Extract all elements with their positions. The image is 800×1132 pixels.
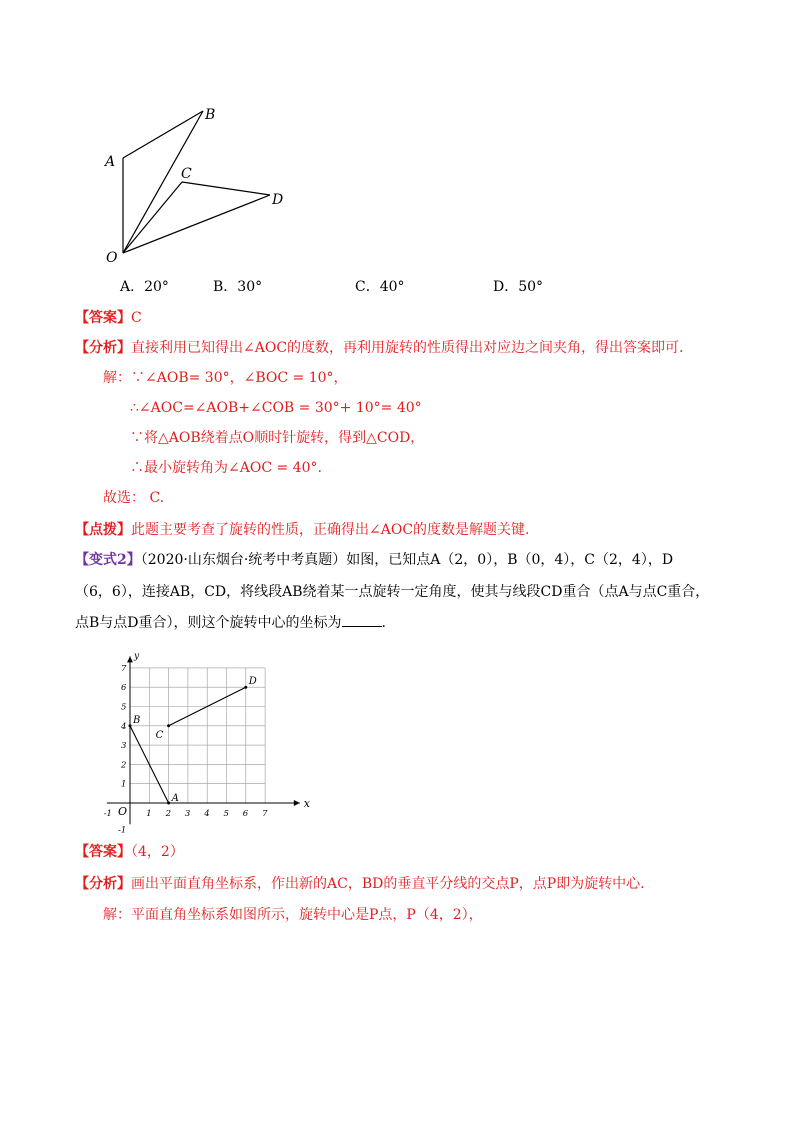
solution-2-line-1: 解：平面直角坐标系如图所示，旋转中心是P点，P（4，2）， bbox=[103, 907, 483, 923]
label-O: O bbox=[106, 250, 118, 266]
variant-text-3-end: . bbox=[381, 615, 386, 631]
analysis-2-text: 画出平面直角坐标系，作出新的AC，BD的垂直平分线的交点P，点P即为旋转中心. bbox=[131, 876, 645, 892]
analysis-2 bbox=[75, 874, 645, 894]
x-tick-label: 3 bbox=[184, 809, 191, 819]
analysis-tag: 【分析】 bbox=[75, 340, 131, 356]
analysis-text: 直接利用已知得出∠AOC的度数，再利用旋转的性质得出对应边之间夹角，得出答案即可. bbox=[131, 340, 684, 356]
point-B bbox=[129, 724, 132, 727]
point-A bbox=[167, 802, 170, 805]
origin-label: O bbox=[118, 805, 128, 818]
rotation-figure bbox=[95, 100, 305, 270]
solution-line-2: ∴∠AOC=∠AOB+∠COB = 30°+ 10°= 40° bbox=[130, 400, 422, 416]
point-label-B: B bbox=[133, 714, 141, 726]
choice-a: A．20° bbox=[120, 279, 169, 295]
variant-2-line-3 bbox=[75, 612, 386, 633]
segment-OD bbox=[123, 195, 270, 253]
choice-c: C．40° bbox=[355, 279, 405, 295]
x-tick-label: 1 bbox=[146, 809, 152, 819]
y-tick-label: 2 bbox=[121, 760, 127, 771]
label-A: A bbox=[105, 154, 116, 170]
analysis-1 bbox=[75, 338, 683, 358]
x-tick-label: 4 bbox=[204, 809, 210, 819]
variant-2-line-1 bbox=[75, 550, 673, 570]
y-tick-label: 4 bbox=[121, 721, 127, 732]
x-axis-label: x bbox=[303, 797, 310, 810]
solution-line-1: 解：∵∠AOB= 30°，∠BOC = 10°， bbox=[103, 370, 348, 386]
answer-value: C bbox=[131, 310, 142, 326]
point-label-D: D bbox=[248, 676, 257, 688]
answer-tag: 答案 bbox=[89, 310, 117, 326]
point-D bbox=[244, 686, 247, 689]
label-B: B bbox=[205, 107, 216, 123]
point-label-C: C bbox=[155, 729, 164, 741]
tip-text: 此题主要考查了旋转的性质，正确得出∠AOC的度数是解题关键. bbox=[131, 522, 530, 538]
y-tick-label: -1 bbox=[118, 825, 127, 836]
choice-b: B．30° bbox=[213, 279, 263, 295]
variant-2-line-2: （6，6），连接AB，CD，将线段AB绕着某一点旋转一定角度，使其与线段CD重合（点A与点C重合， bbox=[75, 584, 710, 600]
answer-blank bbox=[342, 612, 382, 627]
answer-tag-close: 】 bbox=[117, 310, 131, 326]
x-tick-label: 7 bbox=[262, 809, 268, 819]
choice-d: D．50° bbox=[493, 279, 544, 295]
analysis-2-tag: 【分析】 bbox=[75, 876, 131, 892]
solution-line-4: ∴最小旋转角为∠AOC = 40°. bbox=[130, 460, 322, 476]
answer-tag-open: 【 bbox=[75, 310, 89, 326]
y-tick-label: 6 bbox=[121, 683, 127, 694]
x-axis-arrow bbox=[294, 800, 300, 806]
y-axis-label: y bbox=[134, 651, 140, 662]
segment-OC bbox=[123, 182, 182, 253]
answer-2 bbox=[75, 842, 184, 862]
y-tick-label: 5 bbox=[121, 702, 127, 713]
x-tick-label: 2 bbox=[165, 809, 172, 819]
variant-text-3: 点B与点D重合），则这个旋转中心的坐标为 bbox=[75, 615, 342, 631]
solution-line-3: ∵将△AOB绕着点O顺时针旋转，得到△COD， bbox=[130, 430, 425, 446]
x-tick-label: 5 bbox=[223, 809, 229, 819]
variant-text-1: （2020·山东烟台·统考中考真题）如图，已知点A（2，0），B（0，4），C（2，4），D bbox=[140, 552, 674, 568]
segment-OB bbox=[123, 111, 203, 253]
label-C: C bbox=[181, 166, 192, 182]
coordinate-grid-figure bbox=[100, 651, 310, 836]
variant-tag: 【变式2】 bbox=[75, 552, 141, 568]
y-tick-label: 3 bbox=[121, 741, 127, 752]
x-tick-label: -1 bbox=[103, 809, 112, 819]
tip-1 bbox=[75, 520, 529, 540]
point-C bbox=[167, 724, 170, 727]
answer-2-tag: 【答案】 bbox=[75, 844, 131, 860]
answer-2-value: （4，2） bbox=[131, 844, 184, 860]
answer-1 bbox=[75, 308, 142, 328]
label-D: D bbox=[272, 192, 284, 208]
y-axis-arrow bbox=[127, 656, 133, 662]
x-tick-label: 6 bbox=[242, 809, 249, 819]
y-tick-label: 1 bbox=[121, 779, 127, 790]
segment-AB bbox=[123, 111, 203, 158]
y-tick-label: 7 bbox=[121, 663, 127, 674]
segment-CD bbox=[182, 182, 270, 195]
point-label-A: A bbox=[171, 793, 179, 804]
solution-line-5: 故选： C. bbox=[103, 490, 165, 506]
tip-tag: 【点拨】 bbox=[75, 522, 131, 538]
